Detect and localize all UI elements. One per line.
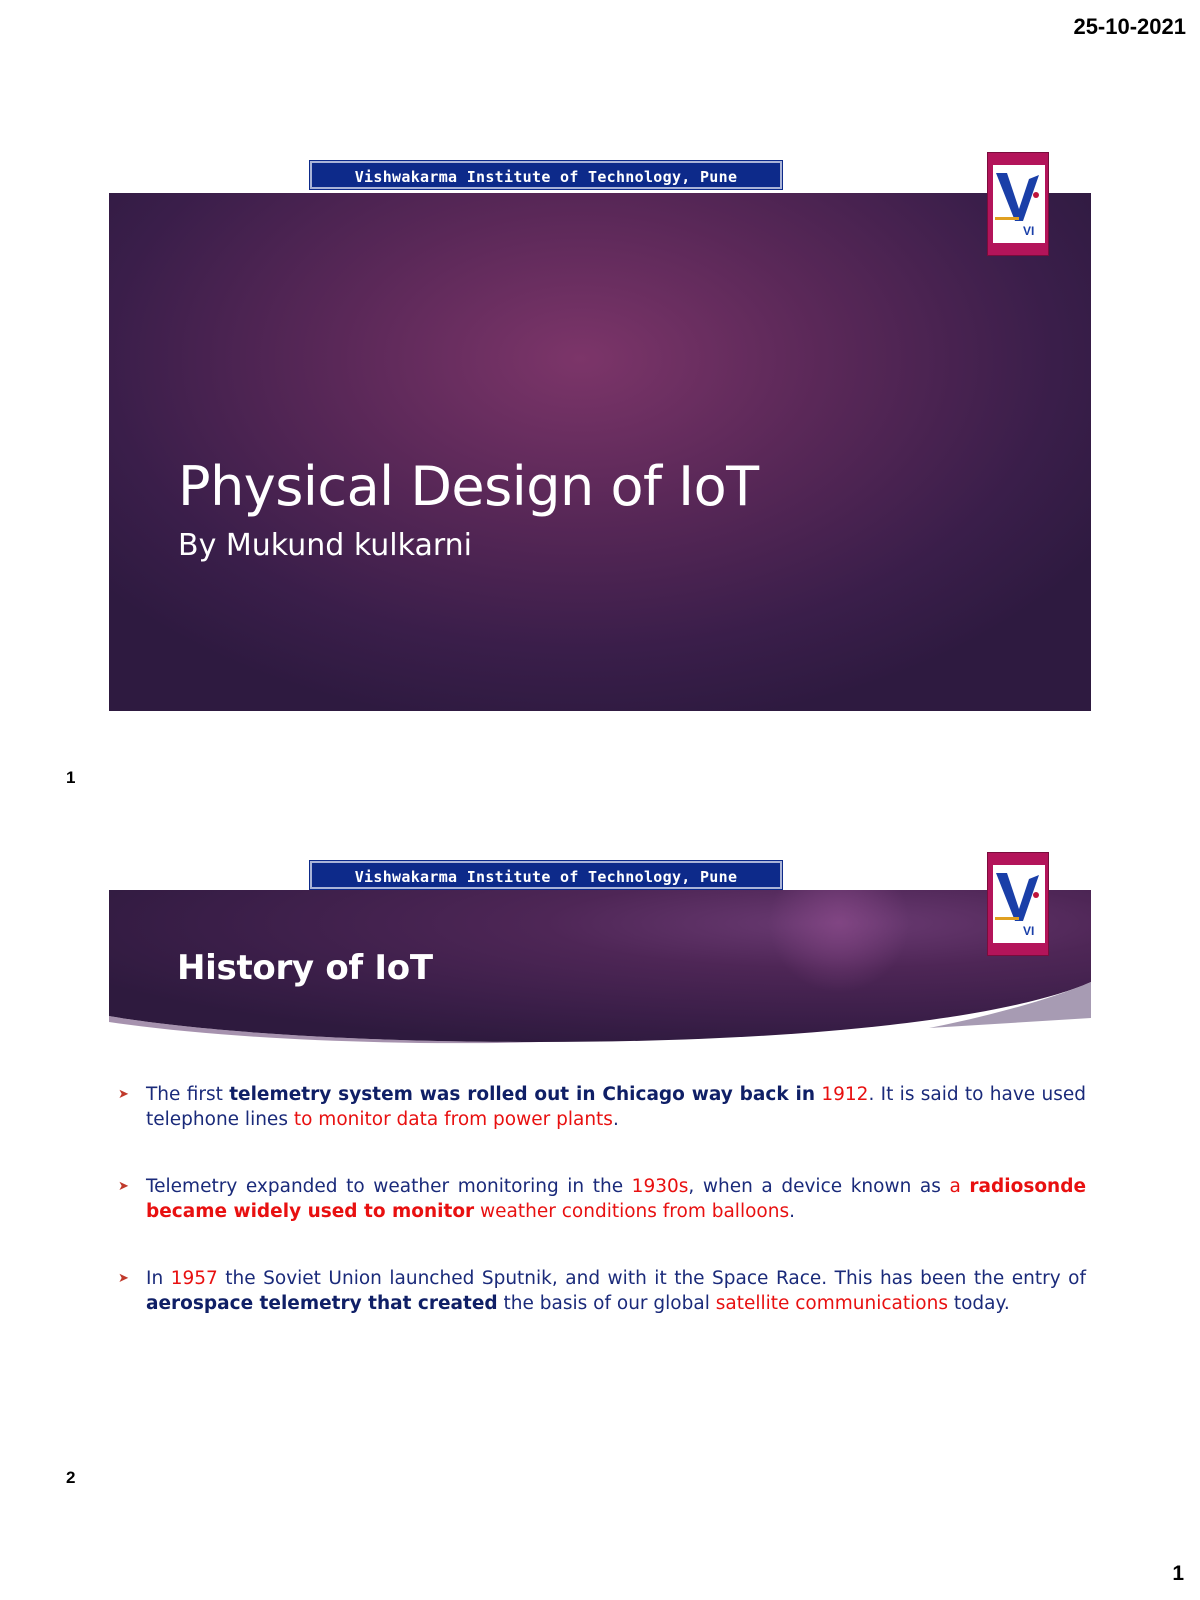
title-slide	[109, 193, 1091, 711]
list-item: ➤ The first telemetry system was rolled out in Chicago way back in 1912. It is said to have used telephone lines to monitor data from power plants.	[118, 1084, 1086, 1130]
vit-logo-icon	[987, 852, 1049, 956]
bullet-list	[118, 1082, 1086, 1358]
slide-title: Physical Design of IoT	[178, 455, 759, 518]
arrow-bullet-icon: ➤	[118, 1179, 129, 1194]
arrow-bullet-icon: ➤	[118, 1271, 129, 1286]
svg-text:VI: VI	[1023, 224, 1035, 238]
slide-subtitle: By Mukund kulkarni	[178, 528, 473, 563]
vit-logo-icon	[987, 152, 1049, 256]
page-date: 25-10-2021	[1073, 14, 1186, 39]
section-title: History of IoT	[177, 948, 433, 988]
arrow-bullet-icon: ➤	[118, 1087, 129, 1102]
institute-banner: Vishwakarma Institute of Technology, Pune	[310, 161, 782, 189]
list-item: ➤ Telemetry expanded to weather monitoring in the 1930s, when a device known as a radiosonde became widely used to monitor weather conditions from balloons.	[118, 1176, 1087, 1222]
institute-banner: Vishwakarma Institute of Technology, Pune	[310, 861, 782, 889]
list-item: ➤ In 1957 the Soviet Union launched Sputnik, and with it the Space Race. This has been the entry of aerospace telemetry that created the basis of our global satellite communications today.	[118, 1268, 1087, 1314]
slide-number: 1	[66, 768, 76, 787]
slide-number: 2	[66, 1468, 76, 1487]
svg-text:VI: VI	[1023, 924, 1035, 938]
page-number: 1	[1172, 1562, 1184, 1585]
